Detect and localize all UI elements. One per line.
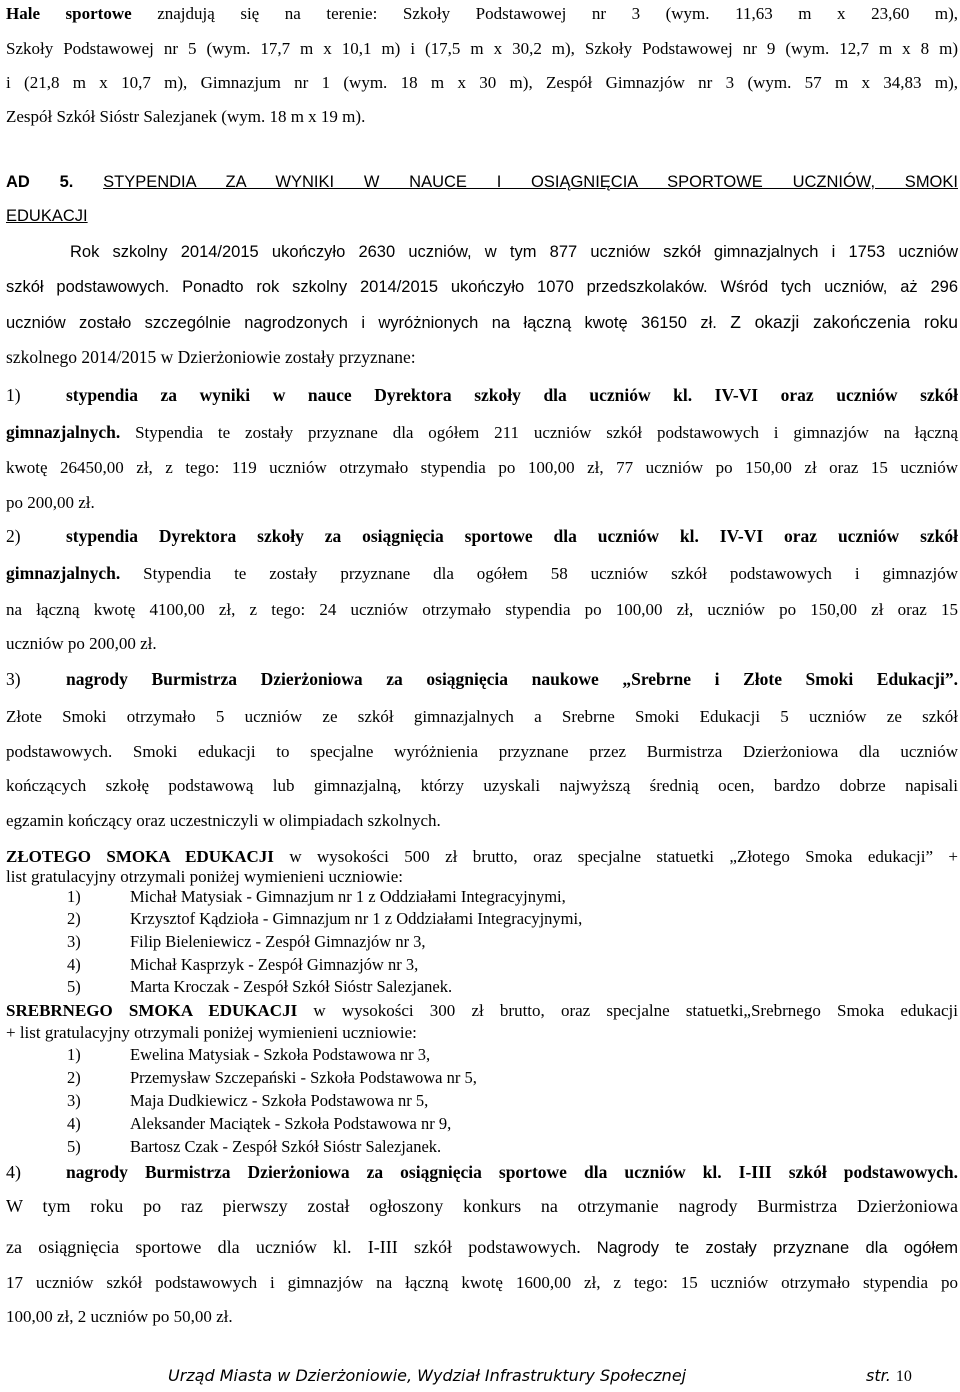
- halls-line-1: [6, 3, 958, 24]
- list-number: 5): [67, 1137, 81, 1156]
- item1-title-line: [6, 385, 958, 406]
- ad5-title-2: EDUKACJI: [6, 207, 88, 225]
- item1-title-2: gimnazjalnych.: [6, 422, 121, 442]
- list-number: 1): [67, 887, 81, 906]
- item4-number: 4): [6, 1162, 21, 1182]
- ad5-text-3: [6, 312, 958, 334]
- list-text: Przemysław Szczepański - Szkoła Podstawowa nr 5,: [130, 1068, 477, 1087]
- list-number: 4): [67, 955, 81, 974]
- list-number: 3): [67, 1091, 81, 1110]
- ad5-prefix: AD 5.: [6, 173, 74, 191]
- item1-line-4: po 200,00 zł.: [6, 493, 95, 512]
- list-number: 4): [67, 1114, 81, 1133]
- list-text: Bartosz Czak - Zespół Szkół Sióstr Salezjanek.: [130, 1137, 442, 1156]
- item1-number: 1): [6, 385, 21, 405]
- ad5-text-1: Rok szkolny 2014/2015 ukończyło 2630 uczniów, w tym 877 uczniów szkół gimnazjalnych i 1753 uczniów: [70, 243, 958, 261]
- silver-text-1: w wysokości 300 zł brutto, oraz specjalne statuetki„Srebrnego Smoka edukacji: [313, 1001, 958, 1020]
- ad5-heading-line-1: [6, 172, 958, 193]
- item3-title-line: [6, 669, 958, 690]
- gold-line-1: [6, 846, 958, 867]
- list-number: 3): [67, 932, 81, 951]
- item2-line-3: na łączną kwotę 4100,00 zł, z tego: 24 uczniów otrzymało stypendia po 100,00 zł, uczniów po 150,00 zł oraz 15: [6, 600, 958, 619]
- ad5-text-3b: Z okazji zakończenia roku: [730, 312, 958, 332]
- item3-number: 3): [6, 669, 21, 689]
- gold-line-2: list gratulacyjny otrzymali poniżej wymienieni uczniowie:: [6, 867, 404, 886]
- item4-text-2b: Nagrody te zostały przyznane dla ogółem: [596, 1239, 959, 1257]
- item2-text-1: Stypendia te zostały przyznane dla ogółem 58 uczniów szkół podstawowych i gimnazjów: [143, 564, 958, 583]
- list-text: Krzysztof Kądzioła - Gimnazjum nr 1 z Oddziałami Integracyjnymi,: [130, 909, 583, 928]
- silver-line-2: + list gratulacyjny otrzymali poniżej wymienieni uczniowie:: [6, 1023, 417, 1042]
- item4-text-2a: za osiągnięcia sportowe dla uczniów kl. I-III szkół podstawowych.: [6, 1237, 581, 1257]
- list-number: 1): [67, 1045, 81, 1064]
- list-text: Michał Kasprzyk - Zespół Gimnazjów nr 3,: [130, 955, 419, 974]
- ad5-heading-line-2: [6, 206, 958, 227]
- item3-line-2: podstawowych. Smoki edukacji to specjalne wyróżnienia przyznane przez Burmistrza Dzierżoniowa dla uczniów: [6, 742, 958, 761]
- page-num: 10: [895, 1368, 912, 1385]
- item2-title-2: gimnazjalnych.: [6, 563, 121, 583]
- halls-line-4: Zespół Szkół Sióstr Salezjanek (wym. 18 m x 19 m).: [6, 107, 366, 126]
- item1-line-2: [6, 422, 958, 443]
- item3-title: nagrody Burmistrza Dzierżoniowa za osiągnięcia naukowe „Srebrne i Złote Smoki Edukacji”.: [66, 669, 958, 689]
- item2-line-4: uczniów po 200,00 zł.: [6, 634, 157, 653]
- item2-title-1: stypendia Dyrektora szkoły za osiągnięcia sportowe dla uczniów kl. IV-VI oraz uczniów szkół: [66, 526, 958, 546]
- item1-line-3: kwotę 26450,00 zł, z tego: 119 uczniów otrzymało stypendia po 100,00 zł, 77 uczniów po 150,00 zł oraz 15 uczniów: [6, 458, 958, 477]
- halls-line-3: i (21,8 m x 10,7 m), Gimnazjum nr 1 (wym. 18 m x 30 m), Zespół Gimnazjów nr 3 (wym. 57 m x 34,83 m),: [6, 73, 958, 92]
- item2-line-2: [6, 563, 958, 584]
- footer-text: Urząd Miasta w Dzierżoniowie, Wydział Infrastruktury Społecznej: [168, 1366, 687, 1385]
- ad5-text-4: szkolnego 2014/2015 w Dzierżoniowie zostały przyznane:: [6, 347, 416, 367]
- item3-line-4: egzamin kończący oraz uczestniczyli w olimpiadach szkolnych.: [6, 811, 441, 830]
- gold-heading: ZŁOTEGO SMOKA EDUKACJI: [6, 847, 274, 866]
- halls-text-1: znajdują się na terenie: Szkoły Podstawowej nr 3 (wym. 11,63 m x 23,60 m),: [157, 4, 959, 23]
- list-number: 2): [67, 909, 81, 928]
- item4-line-1: W tym roku po raz pierwszy został ogłoszony konkurs na otrzymanie nagrody Burmistrza Dzierżoniowa: [6, 1196, 958, 1216]
- item4-line-3: 17 uczniów szkół podstawowych i gimnazjów na łączną kwotę 1600,00 zł, z tego: 15 uczniów otrzymało stypendia po: [6, 1273, 958, 1292]
- item4-title: nagrody Burmistrza Dzierżoniowa za osiągnięcia sportowe dla uczniów kl. I-III szkół podstawowych.: [66, 1162, 958, 1182]
- halls-heading: Hale sportowe: [6, 4, 132, 23]
- halls-line-2: Szkoły Podstawowej nr 5 (wym. 17,7 m x 10,1 m) i (17,5 m x 30,2 m), Szkoły Podstawowej nr 9 (wym. 12,7 m x 8 m): [6, 39, 958, 58]
- item1-text-1: Stypendia te zostały przyznane dla ogółem 211 uczniów szkół podstawowych i gimnazjów na łączną: [135, 423, 959, 442]
- ad5-text-2: szkół podstawowych. Ponadto rok szkolny 2014/2015 ukończyło 1070 przedszkolaków. Wśród tych uczniów, aż 296: [6, 278, 958, 296]
- page-number: [866, 1366, 912, 1386]
- list-number: 5): [67, 977, 81, 996]
- item3-line-1: Złote Smoki otrzymało 5 uczniów ze szkół gimnazjalnych a Srebrne Smoki Edukacji 5 uczniów ze szkół: [6, 707, 958, 726]
- item2-number: 2): [6, 526, 21, 546]
- item1-title-1: stypendia za wyniki w nauce Dyrektora szkoły dla uczniów kl. IV-VI oraz uczniów szkół: [66, 385, 958, 405]
- silver-heading: SREBRNEGO SMOKA EDUKACJI: [6, 1001, 298, 1020]
- gold-text-1: w wysokości 500 zł brutto, oraz specjalne statuetki „Złotego Smoka edukacji” +: [289, 847, 958, 866]
- item4-line-4: 100,00 zł, 2 uczniów po 50,00 zł.: [6, 1307, 233, 1326]
- ad5-text-3a: uczniów zostało szczególnie nagrodzonych i wyróżnionych na łączną kwotę 36150 zł.: [6, 314, 717, 332]
- list-text: Maja Dudkiewicz - Szkoła Podstawowa nr 5,: [130, 1091, 429, 1110]
- list-text: Ewelina Matysiak - Szkoła Podstawowa nr 3,: [130, 1045, 431, 1064]
- list-text: Filip Bieleniewicz - Zespół Gimnazjów nr 3,: [130, 932, 426, 951]
- item2-title-line: [6, 526, 958, 547]
- list-text: Michał Matysiak - Gimnazjum nr 1 z Oddziałami Integracyjnymi,: [130, 887, 566, 906]
- item4-title-line: [6, 1162, 958, 1183]
- page-label: str.: [866, 1366, 891, 1385]
- ad5-title-1: STYPENDIA ZA WYNIKI W NAUCE I OSIĄGNIĘCIA SPORTOWE UCZNIÓW, SMOKI: [103, 173, 958, 191]
- list-text: Aleksander Maciątek - Szkoła Podstawowa nr 9,: [130, 1114, 452, 1133]
- item3-line-3: kończących szkołę podstawową lub gimnazjalną, którzy uzyskali najwyższą średnią ocen, bardzo dobrze napisali: [6, 776, 958, 795]
- list-text: Marta Kroczak - Zespół Szkół Sióstr Salezjanek.: [130, 977, 453, 996]
- list-number: 2): [67, 1068, 81, 1087]
- silver-line-1: [6, 1000, 958, 1021]
- item4-line-2: [6, 1237, 958, 1259]
